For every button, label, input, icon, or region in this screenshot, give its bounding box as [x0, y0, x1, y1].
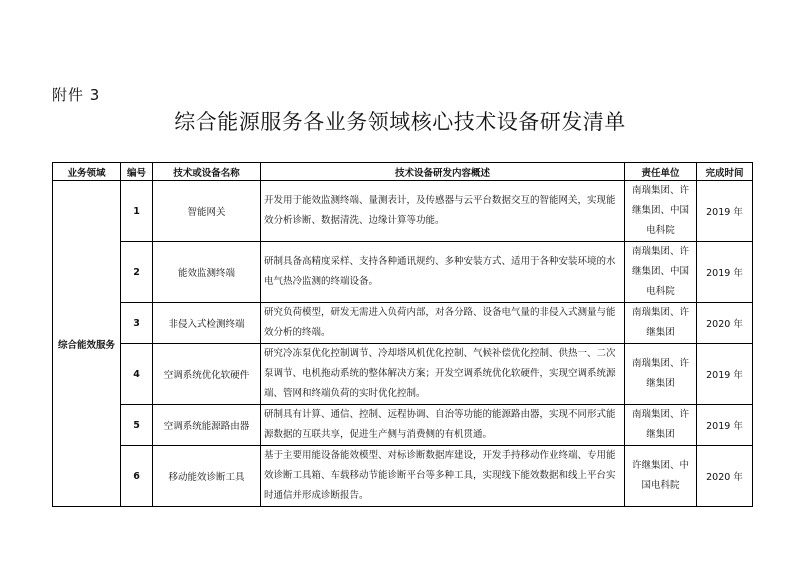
header-domain: 业务领域	[53, 163, 121, 181]
time-cell: 2019 年	[697, 344, 753, 405]
unit-cell: 南瑞集团、许继集团、中国电科院	[625, 242, 697, 303]
time-cell: 2019 年	[697, 405, 753, 446]
unit-cell: 许继集团、中国电科院	[625, 446, 697, 507]
table-header-row	[53, 163, 753, 181]
document-title: 综合能源服务各业务领域核心技术设备研发清单	[174, 110, 626, 134]
header-number: 编号	[121, 163, 153, 181]
unit-cell: 南瑞集团、许继集团	[625, 344, 697, 405]
name-cell: 空调系统能源路由器	[153, 405, 261, 446]
number-cell: 2	[121, 242, 153, 303]
header-content: 技术设备研发内容概述	[261, 163, 625, 181]
content-cell: 基于主要用能设备能效模型、对标诊断数据库建设，开发手持移动作业终端、专用能效诊断工具箱、车载移动节能诊断平台等多种工具，实现线下能效数据和线上平台实时通信并形成诊断报告。	[261, 446, 625, 507]
content-cell: 研制具备高精度采样、支持各种通讯规约、多种安装方式、适用于各种安装环境的水电气热冷监测的终端设备。	[261, 242, 625, 303]
header-unit: 责任单位	[625, 163, 697, 181]
unit-cell: 南瑞集团、许继集团、中国电科院	[625, 181, 697, 242]
header-name: 技术或设备名称	[153, 163, 261, 181]
domain-cell: 综合能效服务	[53, 181, 121, 507]
unit-cell: 南瑞集团、许继集团	[625, 405, 697, 446]
content-cell: 研究负荷模型，研发无需进入负荷内部，对各分路、设备电气量的非侵入式测量与能效分析的终端。	[261, 303, 625, 344]
content-cell: 开发用于能效监测终端、量测表计，及传感器与云平台数据交互的智能网关，实现能效分析诊断、数据清洗、边缘计算等功能。	[261, 181, 625, 242]
number-cell: 1	[121, 181, 153, 242]
time-cell: 2020 年	[697, 303, 753, 344]
name-cell: 空调系统优化软硬件	[153, 344, 261, 405]
time-cell: 2019 年	[697, 242, 753, 303]
time-cell: 2019 年	[697, 181, 753, 242]
rd-list-table	[52, 162, 753, 507]
name-cell: 非侵入式检测终端	[153, 303, 261, 344]
table-row	[53, 242, 753, 303]
table-row	[53, 181, 753, 242]
content-cell: 研制具有计算、通信、控制、远程协调、自治等功能的能源路由器，实现不同形式能源数据的互联共享，促进生产侧与消费侧的有机贯通。	[261, 405, 625, 446]
table-row	[53, 405, 753, 446]
name-cell: 移动能效诊断工具	[153, 446, 261, 507]
table-row	[53, 344, 753, 405]
number-cell: 3	[121, 303, 153, 344]
unit-cell: 南瑞集团、许继集团	[625, 303, 697, 344]
number-cell: 6	[121, 446, 153, 507]
time-cell: 2020 年	[697, 446, 753, 507]
table-row	[53, 303, 753, 344]
content-cell: 研究冷冻泵优化控制调节、冷却塔风机优化控制、气候补偿优化控制、供热一、二次泵调节、电机拖动系统的整体解决方案；开发空调系统优化软硬件，实现空调系统源端、管网和终端负荷的实时优化控制。	[261, 344, 625, 405]
number-cell: 4	[121, 344, 153, 405]
number-cell: 5	[121, 405, 153, 446]
name-cell: 能效监测终端	[153, 242, 261, 303]
name-cell: 智能网关	[153, 181, 261, 242]
annex-label: 附件 3	[52, 86, 101, 104]
header-time: 完成时间	[697, 163, 753, 181]
table-row	[53, 446, 753, 507]
